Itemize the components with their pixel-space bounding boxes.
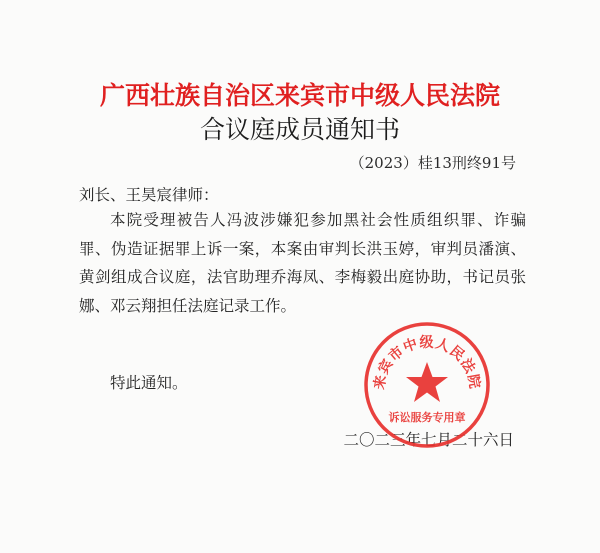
court-seal	[362, 320, 492, 450]
seal-bottom-text: 诉讼服务专用章	[388, 411, 466, 424]
closing-remark: 特此通知。	[110, 374, 188, 392]
salutation: 刘长、王昊宸律师：	[79, 186, 219, 204]
seal-ring-text: 来宾市中级人民法院	[371, 335, 483, 391]
notice-body: 本院受理被告人冯波涉嫌犯参加黑社会性质组织罪、诈骗罪、伪造证据罪上诉一案，本案由审判长洪玉婷，审判员潘演、黄剑组成合议庭，法官助理乔海凤、李梅毅出庭协助，书记员张娜、邓云翔担任法庭记录工作。	[79, 211, 526, 315]
document-title: 合议庭成员通知书	[199, 115, 400, 144]
case-number: （2023）桂13刑终91号	[349, 154, 516, 172]
issue-date: 二〇二三年七月二十六日	[343, 431, 514, 449]
red-star-icon	[406, 362, 448, 402]
court-name: 广西壮族自治区来宾市中级人民法院	[99, 81, 500, 110]
